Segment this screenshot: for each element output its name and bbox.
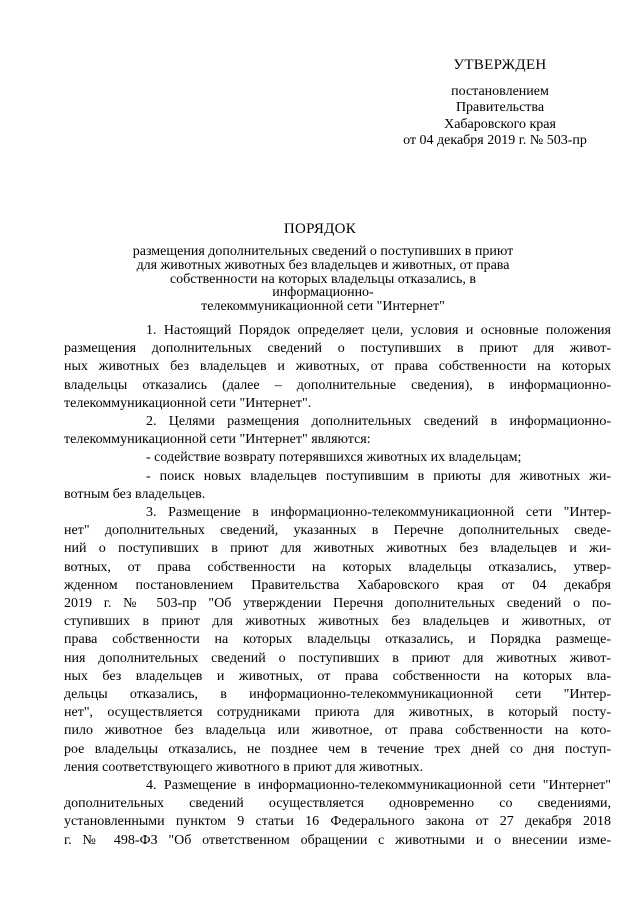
body-line: жденном постановлением Правительства Хабаровского края от 04 декабря [64, 577, 611, 593]
body-line: 4. Размещение в информационно-телекоммуникационной сети "Интернет" [146, 778, 611, 794]
body-line: ния дополнительных сведений о поступивших в приют для животных живот- [64, 650, 611, 666]
document-subtitle [123, 245, 523, 314]
approval-heading: УТВЕРЖДЕН [453, 57, 547, 73]
subtitle-line: размещения дополнительных сведений о поступивших в приют [132, 244, 514, 259]
body-line: дополнительных сведений осуществляется одновременно со сведениями, [64, 796, 611, 812]
body-line: ний о поступивших в приют для животных животных без владельцев и жи- [64, 541, 611, 557]
body-line: телекоммуникационной сети "Интернет". [64, 395, 312, 411]
body-line: вотных, от права собственности на которых владельцы отказались, утвер- [64, 559, 611, 575]
subtitle-line: собственности на которых владельцы отказались, в информационно- [169, 271, 477, 301]
body-line: рое владельцы отказались, не позднее чем в течение трех дней со дня поступ- [64, 741, 611, 757]
body-line: - содействие возврату потерявшихся животных их владельцам; [146, 450, 522, 466]
body-line: ления соответствующего животного в приют для животных. [64, 759, 424, 775]
body-line: нет", осуществляется сотрудниками приюта для животных, в который посту- [64, 705, 611, 721]
body-line: размещения дополнительных сведений о поступивших в приют для живот- [64, 341, 611, 357]
body-line: ных животных без владельцев и животных, от права собственности на которых [64, 359, 611, 375]
subtitle-line: для животных животных без владельцев и животных, от права [136, 257, 510, 273]
approval-line: Правительства [455, 100, 545, 115]
body-line: ступивших в приют для животных животных без владельцев и животных, от [64, 614, 611, 630]
body-line: 1. Настоящий Порядок определяет цели, условия и основные положения [146, 323, 611, 338]
subtitle-line: телекоммуникационной сети "Интернет" [201, 299, 445, 315]
body-line: 3. Размещение в информационно-телекоммуникационной сети "Интер- [146, 505, 611, 521]
body-line: права собственности на которых владельцы отказались, и Порядка размеще- [64, 632, 611, 648]
body-line: - поиск новых владельцев поступившим в приюты для животных жи- [146, 468, 611, 484]
body-line: владельцы отказались (далее – дополнительные сведения), в информационно- [64, 377, 611, 393]
body-line: нет" дополнительных сведений, указанных в Перечне дополнительных сведе- [64, 523, 611, 539]
document-title: ПОРЯДОК [283, 221, 357, 237]
body-line: 2019 г. № 503-пр "Об утверждении Перечня дополнительных сведений о по- [64, 596, 611, 612]
approval-line: постановлением [451, 83, 549, 99]
body-line: пило животное без владельца или животное, от права собственности на кото- [64, 723, 611, 739]
approval-date: от 04 декабря 2019 г. № 503-пр [403, 133, 587, 148]
body-line: 2. Целями размещения дополнительных сведений в информационно- [146, 414, 611, 430]
approval-stamp [400, 57, 600, 150]
document-body [64, 322, 611, 850]
body-line: ных без владельцев и животных, от права собственности на которых вла- [64, 668, 611, 684]
body-line: установленными пунктом 9 статьи 16 Федерального закона от 27 декабря 2018 [64, 814, 611, 830]
body-line: дельцы отказались, в информационно-телекоммуникационной сети "Интер- [64, 687, 611, 703]
body-line: вотным без владельцев. [64, 486, 206, 502]
body-line: телекоммуникационной сети "Интернет" являются: [64, 432, 371, 448]
approval-line: Хабаровского края [444, 116, 556, 132]
body-line: г. № 498-ФЗ "Об ответственном обращении с животными и о внесении изме- [64, 832, 611, 848]
